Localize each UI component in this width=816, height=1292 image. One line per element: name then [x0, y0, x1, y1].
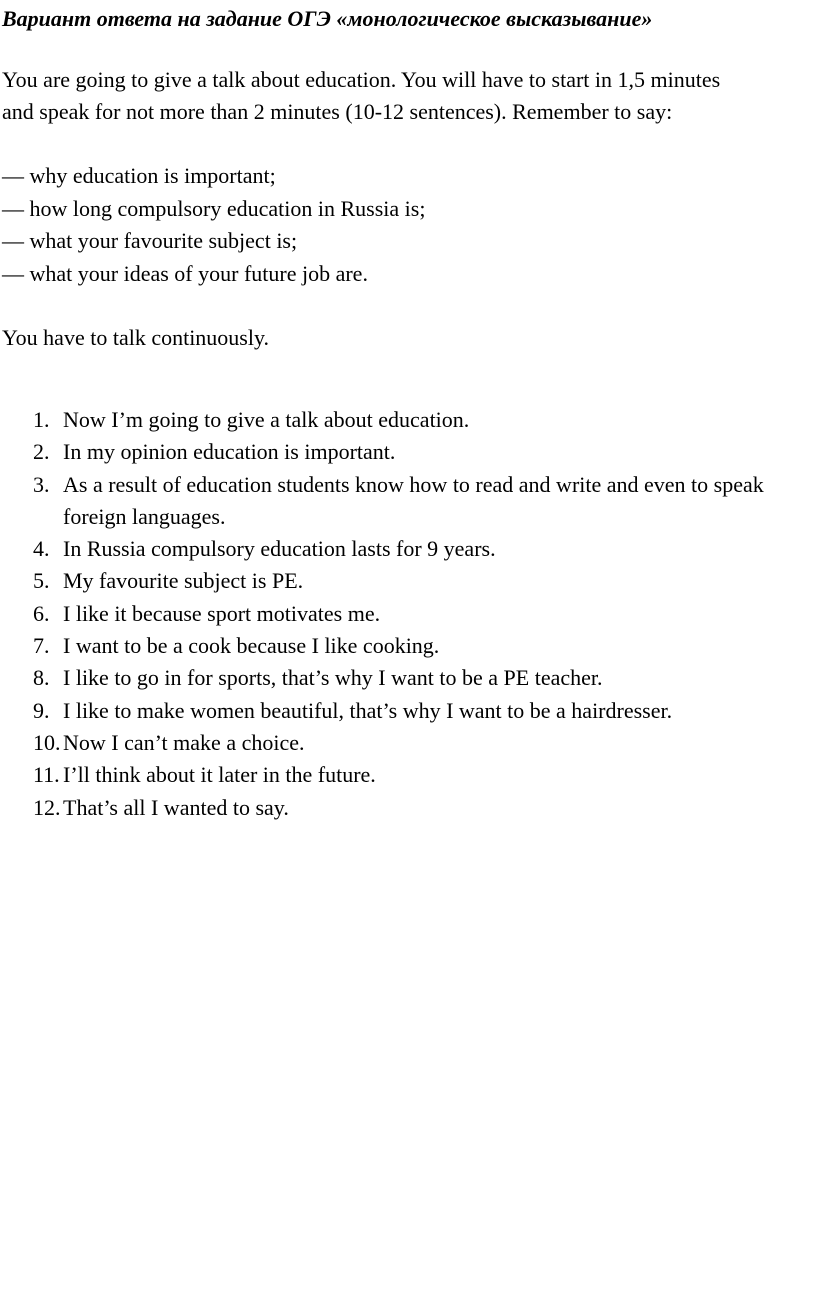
answer-number: 3.: [33, 471, 50, 497]
answer-item: [0, 533, 800, 565]
answer-number: 2.: [33, 439, 50, 465]
answer-list: [0, 404, 800, 824]
answer-number: 12.: [33, 794, 61, 820]
answer-item: [0, 565, 800, 597]
task-closing: You have to talk continuously.: [2, 325, 270, 350]
task-intro-line-1: You are going to give a talk about education. You will have to start in 1,5 minutes: [2, 67, 721, 92]
answer-number: 11.: [33, 762, 60, 788]
answer-text: As a result of education students know how to read and write and even to speak foreign languages.: [63, 471, 764, 529]
answer-item: [0, 404, 800, 436]
task-intro-line-2: and speak for not more than 2 minutes (10-12 sentences). Remember to say:: [2, 99, 673, 124]
answer-number: 6.: [33, 600, 50, 626]
answer-item: [0, 469, 800, 534]
answer-text: I want to be a cook because I like cooking.: [63, 633, 440, 659]
answer-item: [0, 598, 800, 630]
answer-item: [0, 436, 800, 468]
answer-number: 9.: [33, 697, 50, 723]
answer-text: I like to go in for sports, that’s why I want to be a PE teacher.: [63, 665, 603, 691]
answer-text: In Russia compulsory education lasts for 9 years.: [63, 536, 496, 562]
task-point: — how long compulsory education in Russia is;: [2, 195, 426, 221]
answer-item: [0, 630, 800, 662]
answer-item: [0, 662, 800, 694]
answer-text: Now I’m going to give a talk about education.: [63, 407, 470, 432]
task-point: — what your favourite subject is;: [2, 228, 298, 253]
answer-text: My favourite subject is PE.: [63, 568, 304, 594]
answer-text: In my opinion education is important.: [63, 439, 396, 465]
answer-text: I like to make women beautiful, that’s why I want to be a hairdresser.: [63, 697, 673, 723]
answer-number: 10.: [33, 729, 61, 755]
task-point: — why education is important;: [2, 163, 276, 188]
task-point: — what your ideas of your future job are.: [2, 260, 368, 286]
answer-number: 8.: [33, 665, 50, 691]
answer-item: [0, 727, 800, 759]
answer-text: I like it because sport motivates me.: [63, 600, 381, 626]
answer-number: 7.: [33, 633, 50, 659]
answer-item: [0, 695, 800, 727]
answer-number: 1.: [33, 407, 50, 432]
task-intro: [2, 64, 812, 128]
document-title: Вариант ответа на задание ОГЭ «монологическое высказывание»: [2, 6, 653, 31]
answer-text: That’s all I wanted to say.: [63, 794, 289, 820]
answer-text: Now I can’t make a choice.: [63, 729, 305, 755]
answer-number: 5.: [33, 568, 50, 594]
task-points-list: [2, 160, 425, 290]
answer-item: [0, 759, 800, 791]
answer-text: I’ll think about it later in the future.: [63, 762, 376, 788]
answer-item: [0, 792, 800, 824]
answer-number: 4.: [33, 536, 50, 562]
